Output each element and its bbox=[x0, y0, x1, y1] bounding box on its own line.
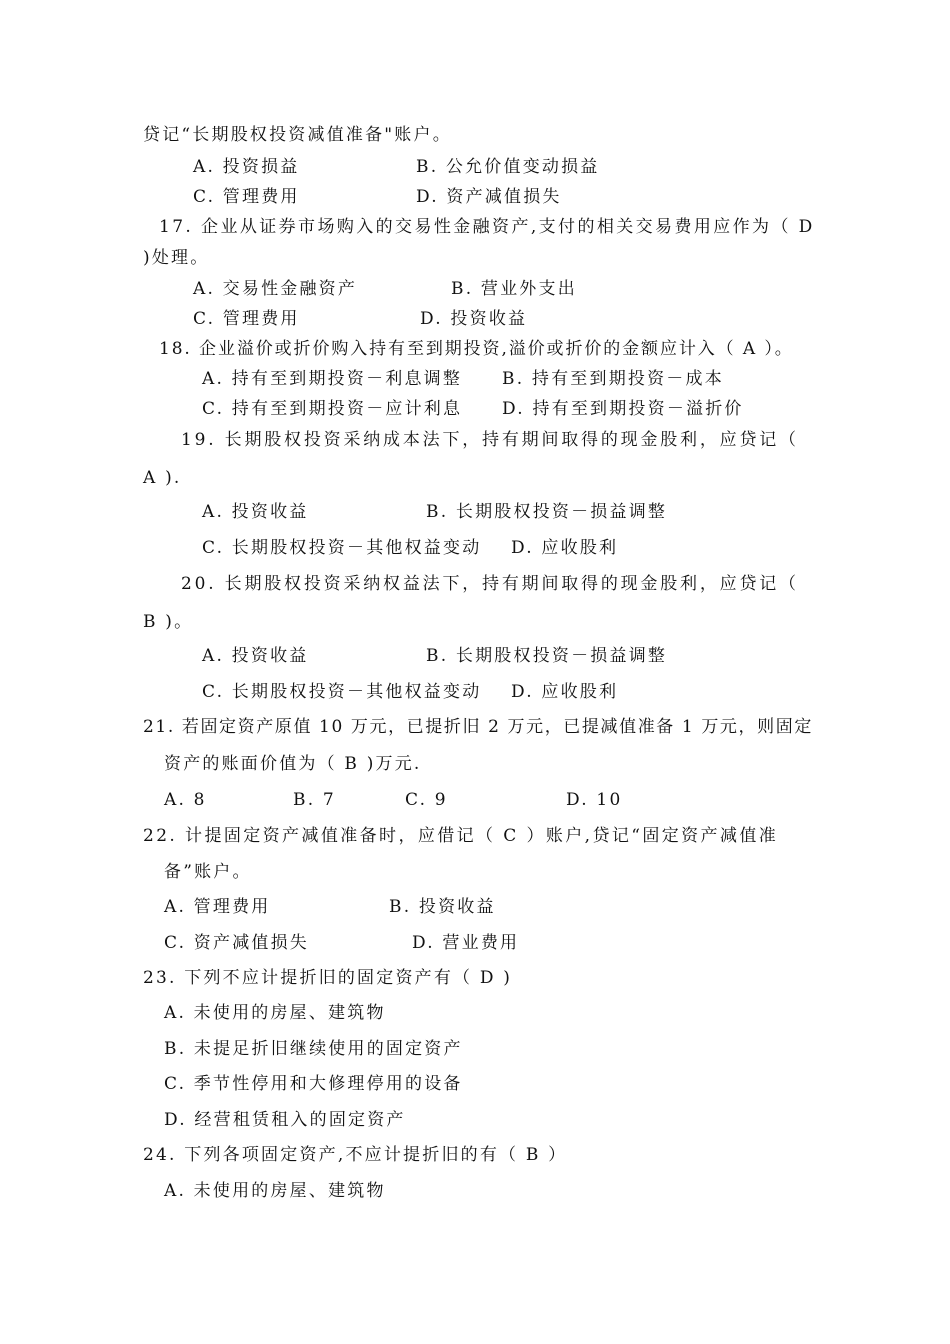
q21-option-d: D. 10 bbox=[566, 790, 623, 810]
q22-option-b: B. 投资收益 bbox=[389, 897, 496, 917]
q22-question-cont: 备”账户。 bbox=[164, 862, 252, 882]
q22-option-d: D. 营业费用 bbox=[412, 933, 520, 953]
q16-option-a: A. 投资损益 bbox=[193, 157, 300, 177]
q23-option-a: A. 未使用的房屋、建筑物 bbox=[164, 1003, 386, 1023]
q17-option-b: B. 营业外支出 bbox=[451, 279, 577, 299]
q19-question-cont: A ). bbox=[143, 468, 182, 488]
q20-option-d: D. 应收股利 bbox=[511, 682, 619, 702]
q22-question: 22. 计提固定资产减值准备时，应借记（ C ）账户,贷记“固定资产减值准 bbox=[143, 826, 779, 846]
q21-option-c: C. 9 bbox=[405, 790, 448, 810]
q16-option-c: C. 管理费用 bbox=[193, 187, 300, 207]
q18-option-d: D. 持有至到期投资－溢折价 bbox=[502, 399, 744, 419]
q16-option-d: D. 资产减值损失 bbox=[416, 187, 562, 207]
q19-option-d: D. 应收股利 bbox=[511, 538, 619, 558]
q18-option-a: A. 持有至到期投资－利息调整 bbox=[202, 369, 463, 389]
q16-tail: 贷记“长期股权投资减值准备"账户。 bbox=[143, 125, 452, 145]
q18-option-b: B. 持有至到期投资－成本 bbox=[502, 369, 724, 389]
q19-question: 19. 长期股权投资采纳成本法下，持有期间取得的现金股利，应贷记（ bbox=[181, 430, 799, 450]
q20-question: 20. 长期股权投资采纳权益法下，持有期间取得的现金股利，应贷记（ bbox=[181, 574, 799, 594]
q16-option-b: B. 公允价值变动损益 bbox=[416, 157, 600, 177]
q21-option-b: B. 7 bbox=[293, 790, 336, 810]
q23-option-d: D. 经营租赁租入的固定资产 bbox=[164, 1110, 406, 1130]
q24-question: 24. 下列各项固定资产,不应计提折旧的有（ B ） bbox=[143, 1145, 568, 1165]
q17-option-c: C. 管理费用 bbox=[193, 309, 300, 329]
q19-option-a: A. 投资收益 bbox=[202, 502, 309, 522]
q20-option-b: B. 长期股权投资－损益调整 bbox=[426, 646, 668, 666]
q19-option-c: C. 长期股权投资－其他权益变动 bbox=[202, 538, 482, 558]
q21-question: 21. 若固定资产原值 10 万元，已提折旧 2 万元，已提减值准备 1 万元，则固定 bbox=[143, 717, 813, 737]
q18-option-c: C. 持有至到期投资－应计利息 bbox=[202, 399, 463, 419]
q23-option-b: B. 未提足折旧继续使用的固定资产 bbox=[164, 1039, 463, 1059]
q22-option-a: A. 管理费用 bbox=[164, 897, 271, 917]
q22-option-c: C. 资产减值损失 bbox=[164, 933, 310, 953]
q17-question: 17. 企业从证券市场购入的交易性金融资产,支付的相关交易费用应作为（ D bbox=[159, 217, 815, 237]
q23-question: 23. 下列不应计提折旧的固定资产有（ D ) bbox=[143, 968, 513, 988]
q24-option-a: A. 未使用的房屋、建筑物 bbox=[164, 1181, 386, 1201]
q17-option-a: A. 交易性金融资产 bbox=[193, 279, 358, 299]
q20-option-a: A. 投资收益 bbox=[202, 646, 309, 666]
q21-question-cont: 资产的账面价值为（ B )万元. bbox=[164, 754, 422, 774]
q18-question: 18. 企业溢价或折价购入持有至到期投资,溢价或折价的金额应计入（ A ）。 bbox=[159, 339, 794, 359]
q20-option-c: C. 长期股权投资－其他权益变动 bbox=[202, 682, 482, 702]
q17-option-d: D. 投资收益 bbox=[420, 309, 528, 329]
q19-option-b: B. 长期股权投资－损益调整 bbox=[426, 502, 668, 522]
q21-option-a: A. 8 bbox=[164, 790, 207, 810]
q20-question-cont: B )。 bbox=[143, 612, 194, 632]
q23-option-c: C. 季节性停用和大修理停用的设备 bbox=[164, 1074, 463, 1094]
q17-question-cont: )处理。 bbox=[143, 248, 210, 268]
